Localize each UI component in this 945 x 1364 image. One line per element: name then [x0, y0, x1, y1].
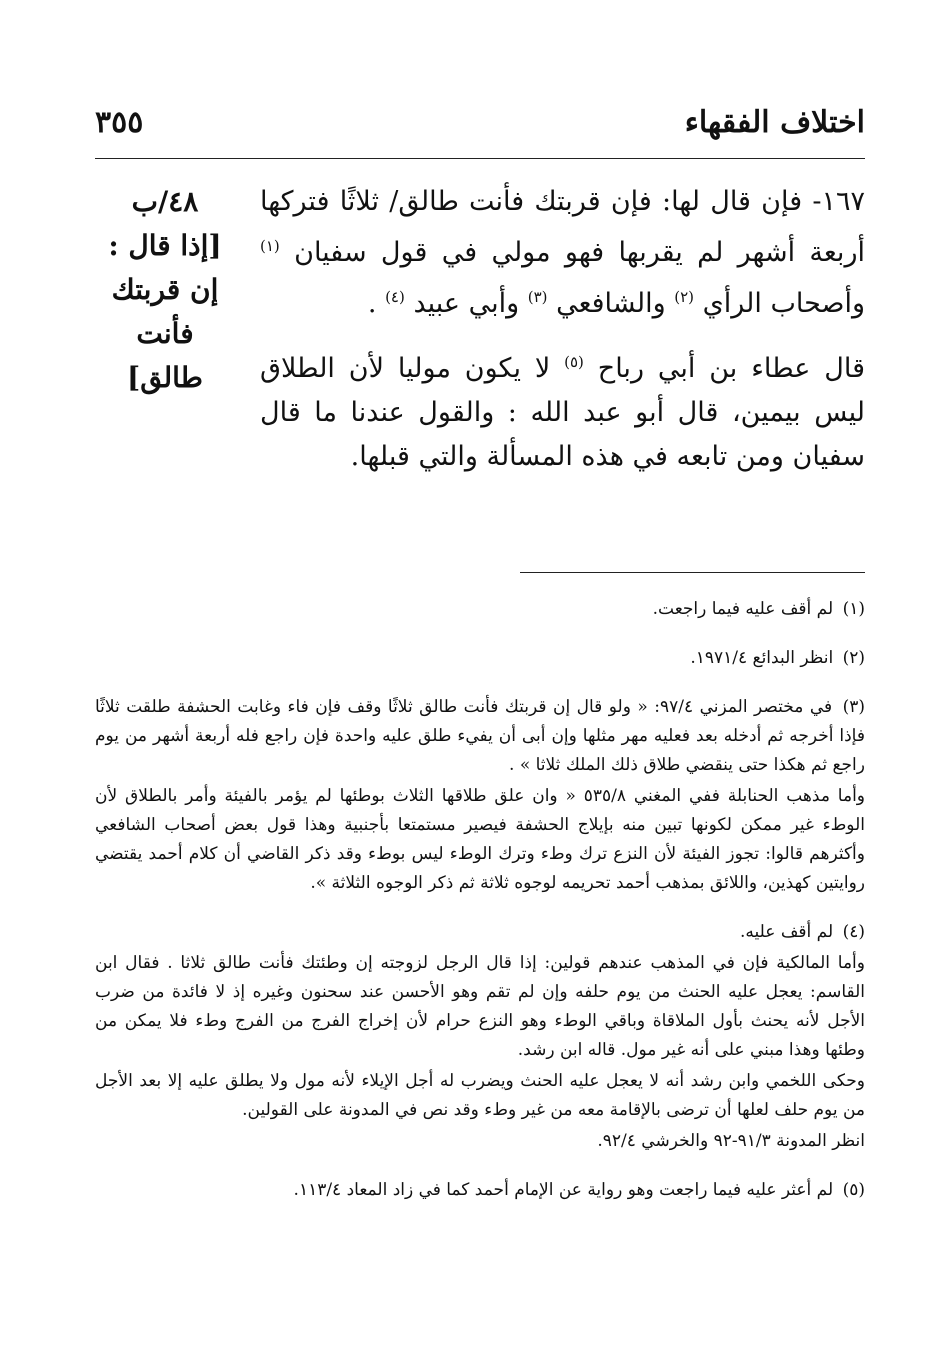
footnotes	[95, 595, 865, 1225]
margin-heading: [إذا قال : إن قربتك فأنت طالق]	[108, 229, 222, 394]
paragraph-ata: قال عطاء بن أبي رباح $^{(٥)}$ لا يكون موليا لأن الطلاق ليس بيمين، قال أبو عبد الله : والقول عندنا ما قال سفيان ومن تابعه في هذه المسألة والتي قبلها.	[260, 353, 865, 472]
page-number: ٣٥٥	[95, 105, 144, 140]
footnote-5: (٥) لم أعثر عليه فيما راجعت وهو رواية عن الإمام أحمد كما في زاد المعاد ١١٣/٤.	[293, 1180, 865, 1200]
running-title: اختلاف الفقهاء	[684, 105, 865, 140]
footnote-ref-5[interactable]: (٥)	[564, 353, 584, 371]
footnote-ref-4[interactable]: (٤)	[385, 288, 405, 306]
header-divider	[95, 158, 865, 159]
footnote-3: (٣) في مختصر المزني ٩٧/٤: « ولو قال إن قربتك فأنت طالق ثلاثًا وقف فإن فاء وغابت الحشفة طلقت ثلاثًا فإذا أخرجه ثم أدخله بعد فعليه مهر مثلها وإن أبى أن يفيء طلق عليه واحدة فإن راجع فله أربعة أشهر من يوم راجع ثم هكذا حتى ينقضي طلاق ذلك الملك ثلاثا » . وأما مذهب الحنابلة ففي المغني ٥٣٥/٨ « وان علق طلاقها الثلاث بوطئها لم يؤمر بالفيئة وأمر بالطلاق لأن الوطء غير ممكن لكونها تبين منه بإيلاج الحشفة فيصير مستمتعا بأجنبية وهذا قول بعض أصحاب الشافعي وأكثرهم قالوا: تجوز الفيئة لأن النزع ترك وطء وترك الوطء ليس بوطء وقد ذكر القاضي أن كلام أحمد يقتضي روايتين كهذين، واللائق بمذهب أحمد تحريمه لوجوه ثلاثة ثم ذكر الوجوه الثلاثة ».	[95, 697, 866, 893]
footnote-4: (٤) لم أقف عليه. وأما المالكية فإن في المذهب عندهم قولين: إذا قال الرجل لزوجته إن وطئتك فأنت طالق ثلاثا . فقال ابن القاسم: يعجل عليه الحنث من يوم حلفه وإن لم تقم وهو الأحسن عند سحنون وغيره إذ لا فائدة من ضرب الأجل لأنه يحنث بأول الملاقاة وباقي الوطء وهو النزع حرام لأن إخراج الفرج من الفرج وطء فلا يمكن من وطئها وهذا مبني على أنه غير مول. قاله ابن رشد. وحكى اللخمي وابن رشد أنه لا يعجل عليه الحنث ويضرب له أجل الإيلاء لأنه مول ولا يطلق عليه إلا بعد الأجل من يوم حلف لعلها أن ترضى بالإقامة معه من غير وطء وقد نص في المدونة على القولين. انظر المدونة ٩١/٣-٩٢ والخرشي ٩٢/٤.	[95, 922, 865, 1151]
page-header	[95, 95, 865, 150]
margin-note	[95, 180, 235, 400]
footnote-ref-1[interactable]: (١)	[260, 237, 280, 255]
footnote-2: (٢) انظر البدائع ١٩٧١/٤.	[690, 648, 865, 668]
footnote-ref-3[interactable]: (٣)	[527, 288, 548, 306]
folio-marker: ٤٨/ب	[131, 185, 199, 218]
footnote-divider	[520, 572, 865, 573]
paragraph-167: ١٦٧- فإن قال لها: فإن قربتك فأنت طالق/ ثلاثًا فتركها أربعة أشهر لم يقربها فهو مولي في قول سفيان $^{(١)}$ وأصحاب الرأي $^{(٢)}$ والشافعي $^{(٣)}$ وأبي عبيد $^{(٤)}$ .	[260, 186, 865, 319]
footnote-1: (١) لم أقف عليه فيما راجعت.	[652, 599, 865, 619]
footnote-ref-2[interactable]: (٢)	[674, 288, 695, 306]
main-text	[260, 180, 865, 493]
